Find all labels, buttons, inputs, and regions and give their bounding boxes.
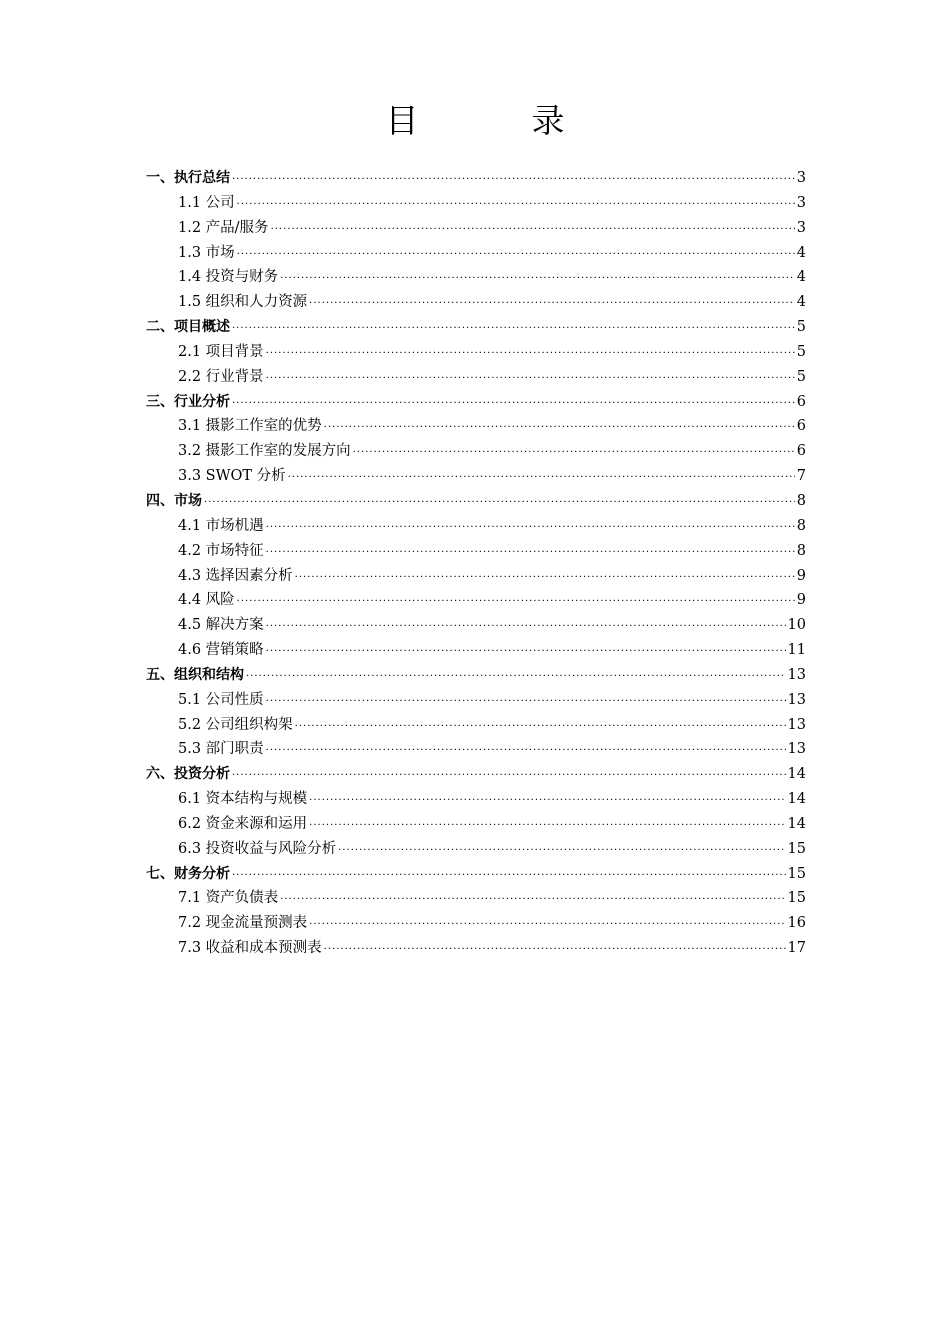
toc-dot-leader	[324, 938, 786, 963]
toc-entry-label: 5.1 公司性质	[178, 691, 264, 708]
toc-entry-label: 6.1 资本结构与规模	[178, 791, 308, 808]
toc-page-number: 8	[796, 517, 806, 534]
toc-entry-label: 三、行业分析	[146, 393, 230, 410]
toc-page-number: 14	[787, 766, 806, 783]
toc-dot-leader	[324, 416, 795, 441]
toc-page-number: 3	[796, 219, 806, 236]
toc-page-number: 13	[787, 716, 806, 733]
toc-section-entry[interactable]	[146, 191, 806, 216]
toc-section-entry[interactable]	[146, 911, 806, 936]
toc-page-number: 10	[787, 617, 806, 634]
toc-chapter-entry[interactable]	[146, 663, 806, 688]
toc-dot-leader	[266, 516, 795, 541]
toc-entry-label: 1.3 市场	[178, 244, 235, 261]
toc-dot-leader	[295, 715, 786, 740]
toc-page-number: 17	[787, 940, 806, 957]
toc-dot-leader	[232, 764, 786, 789]
toc-section-entry[interactable]	[146, 216, 806, 241]
toc-section-entry[interactable]	[146, 886, 806, 911]
toc-entry-label: 5.2 公司组织构架	[178, 716, 293, 733]
toc-section-entry[interactable]	[146, 340, 806, 365]
toc-page-number: 6	[796, 393, 806, 410]
toc-entry-label: 4.5 解决方案	[178, 617, 264, 634]
toc-dot-leader	[309, 913, 785, 938]
toc-entry-label: 4.1 市场机遇	[178, 517, 264, 534]
toc-page-number: 16	[787, 915, 806, 932]
toc-section-entry[interactable]	[146, 588, 806, 613]
toc-dot-leader	[232, 864, 786, 889]
toc-entry-label: 4.4 风险	[178, 592, 235, 609]
toc-page-number: 8	[796, 492, 806, 509]
toc-entry-label: 5.3 部门职责	[178, 741, 264, 758]
toc-entry-label: 6.2 资金来源和运用	[178, 815, 308, 832]
toc-chapter-entry[interactable]	[146, 862, 806, 887]
toc-dot-leader	[353, 441, 795, 466]
toc-list	[146, 166, 806, 961]
toc-dot-leader	[266, 739, 786, 764]
toc-page-number: 15	[787, 840, 806, 857]
toc-dot-leader	[309, 814, 785, 839]
toc-dot-leader	[266, 690, 786, 715]
toc-page-number: 9	[796, 592, 806, 609]
toc-section-entry[interactable]	[146, 837, 806, 862]
toc-section-entry[interactable]	[146, 737, 806, 762]
toc-dot-leader	[232, 168, 795, 193]
toc-section-entry[interactable]	[146, 265, 806, 290]
toc-chapter-entry[interactable]	[146, 762, 806, 787]
toc-dot-leader	[309, 292, 795, 317]
toc-page-number: 3	[796, 194, 806, 211]
toc-page-number: 14	[787, 815, 806, 832]
toc-page-number: 8	[796, 542, 806, 559]
toc-page-number: 4	[796, 294, 806, 311]
toc-section-entry[interactable]	[146, 414, 806, 439]
toc-entry-label: 4.2 市场特征	[178, 542, 264, 559]
toc-page-number: 4	[796, 244, 806, 261]
toc-section-entry[interactable]	[146, 638, 806, 663]
toc-page-number: 15	[787, 865, 806, 882]
toc-dot-leader	[246, 665, 786, 690]
toc-entry-label: 7.2 现金流量预测表	[178, 915, 308, 932]
toc-page-number: 5	[796, 343, 806, 360]
toc-section-entry[interactable]	[146, 688, 806, 713]
toc-page-number: 6	[796, 418, 806, 435]
toc-page-number: 11	[787, 642, 806, 659]
toc-entry-label: 2.2 行业背景	[178, 368, 264, 385]
toc-dot-leader	[266, 541, 795, 566]
toc-entry-label: 3.1 摄影工作室的优势	[178, 418, 322, 435]
toc-entry-label: 七、财务分析	[146, 865, 230, 882]
toc-entry-label: 四、市场	[146, 492, 202, 509]
toc-page-number: 4	[796, 269, 806, 286]
toc-entry-label: 一、执行总结	[146, 170, 230, 186]
toc-dot-leader	[280, 267, 795, 292]
toc-page-number: 13	[787, 741, 806, 758]
toc-entry-label: 3.2 摄影工作室的发展方向	[178, 443, 351, 460]
toc-section-entry[interactable]	[146, 290, 806, 315]
toc-section-entry[interactable]	[146, 787, 806, 812]
toc-dot-leader	[309, 789, 785, 814]
toc-page-number: 5	[796, 368, 806, 385]
toc-dot-leader	[295, 566, 795, 591]
toc-chapter-entry[interactable]	[146, 390, 806, 415]
toc-dot-leader	[237, 590, 795, 615]
toc-entry-label: 1.4 投资与财务	[178, 269, 279, 286]
toc-title: 目 录	[385, 101, 605, 140]
toc-chapter-entry[interactable]	[146, 166, 806, 191]
toc-section-entry[interactable]	[146, 539, 806, 564]
toc-chapter-entry[interactable]	[146, 315, 806, 340]
toc-page-number: 5	[796, 319, 806, 336]
toc-dot-leader	[237, 193, 795, 218]
toc-dot-leader	[266, 640, 786, 665]
toc-section-entry[interactable]	[146, 514, 806, 539]
toc-section-entry[interactable]	[146, 241, 806, 266]
toc-page-number: 14	[787, 791, 806, 808]
toc-section-entry[interactable]	[146, 564, 806, 589]
toc-section-entry[interactable]	[146, 464, 806, 489]
toc-dot-leader	[266, 615, 786, 640]
toc-dot-leader	[271, 218, 795, 243]
toc-entry-label: 五、组织和结构	[146, 666, 244, 683]
toc-entry-label: 1.1 公司	[178, 194, 235, 211]
toc-dot-leader	[232, 392, 795, 417]
toc-section-entry[interactable]	[146, 613, 806, 638]
toc-page-number: 7	[796, 468, 806, 485]
toc-entry-label: 4.6 营销策略	[178, 642, 264, 659]
toc-page-number: 9	[796, 567, 806, 584]
toc-page-number: 13	[787, 666, 806, 683]
toc-entry-label: 六、投资分析	[146, 766, 230, 783]
toc-dot-leader	[237, 243, 795, 268]
toc-dot-leader	[232, 317, 795, 342]
toc-section-entry[interactable]	[146, 439, 806, 464]
toc-page-number: 15	[787, 890, 806, 907]
toc-dot-leader	[204, 491, 795, 516]
toc-page-number: 3	[796, 170, 806, 186]
toc-section-entry[interactable]	[146, 812, 806, 837]
toc-entry-label: 1.2 产品/服务	[178, 219, 269, 236]
toc-entry-label: 6.3 投资收益与风险分析	[178, 840, 337, 857]
toc-chapter-entry[interactable]	[146, 489, 806, 514]
toc-dot-leader	[266, 342, 795, 367]
toc-dot-leader	[280, 888, 785, 913]
toc-entry-label: 2.1 项目背景	[178, 343, 264, 360]
toc-page-number: 13	[787, 691, 806, 708]
toc-entry-label: 3.3 SWOT 分析	[178, 468, 286, 485]
toc-entry-label: 7.3 收益和成本预测表	[178, 940, 322, 957]
toc-entry-label: 1.5 组织和人力资源	[178, 294, 308, 311]
toc-entry-label: 4.3 选择因素分析	[178, 567, 293, 584]
toc-section-entry[interactable]	[146, 936, 806, 961]
toc-dot-leader	[266, 367, 795, 392]
toc-section-entry[interactable]	[146, 713, 806, 738]
toc-dot-leader	[338, 839, 785, 864]
toc-entry-label: 7.1 资产负债表	[178, 890, 279, 907]
toc-dot-leader	[288, 466, 795, 491]
toc-page-number: 6	[796, 443, 806, 460]
toc-entry-label: 二、项目概述	[146, 319, 230, 336]
toc-section-entry[interactable]	[146, 365, 806, 390]
